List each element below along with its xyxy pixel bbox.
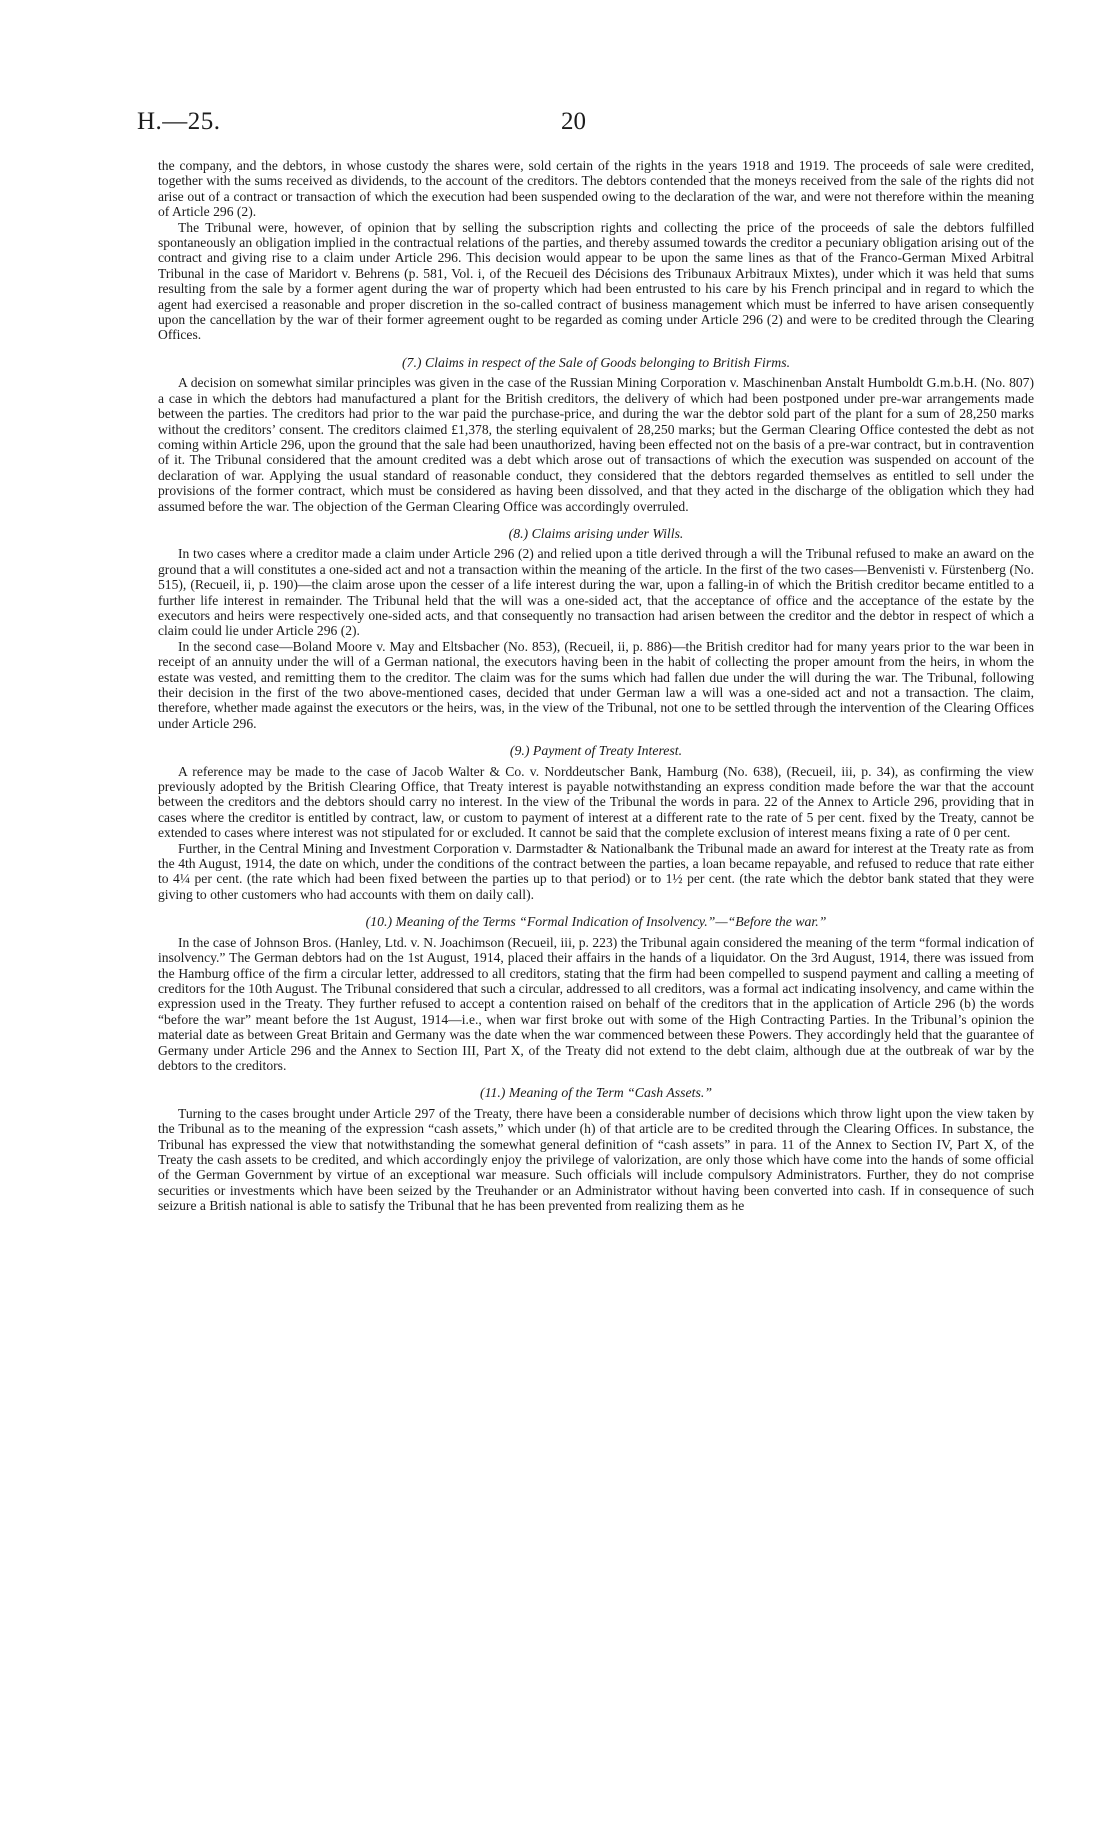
paragraph: Further, in the Central Mining and Investment Corporation v. Darmstadter & Nationalbank the Tribunal made an award for interest at the Treaty rate as from the 4th August, 1914, the date on which, under the conditions of the contract between the parties, a loan became repayable, and refused to reduce that rate either to 4¼ per cent. (the rate which had been fixed between the parties up to that period) or to 1½ per cent. (the rate which the debtor bank stated that they were giving to other customers who had accounts with them on daily call). bbox=[158, 840, 1034, 902]
paragraph: In the case of Johnson Bros. (Hanley, Ltd. v. N. Joachimson (Recueil, iii, p. 223) the Tribunal again considered the meaning of the term “formal indication of insolvency.” The German debtors had on the 1st August, 1914, placed their affairs in the hands of a liquidator. On the 3rd August, 1914, there was issued from the Hamburg office of the firm a circular letter, addressed to all creditors, stating that the firm had been compelled to suspend payment and calling a meeting of creditors for the 10th August. The Tribunal considered that such a circular, addressed to all creditors, was a formal act indicating insolvency, and came within the expression used in the Treaty. They further refused to accept a contention raised on behalf of the creditors that in the application of Article 296 (b) the words “before the war” meant before the 1st August, 1914—i.e., when war first broke out with some of the High Contracting Parties. In the Tribunal’s opinion the material date as between Great Britain and Germany was the date when the war commenced between these Powers. They accordingly held that the guarantee of Germany under Article 296 and the Annex to Section III, Part X, of the Treaty did not extend to the debt claim, although due at the outbreak of war by the debtors to the creditors. bbox=[158, 934, 1035, 1073]
paragraph: A decision on somewhat similar principles was given in the case of the Russian Mining Corporation v. Maschinenban Anstalt Humboldt G.m.b.H. (No. 807) a case in which the debtors had manufactured a plant for the British creditors, the delivery of which had been postponed under pre-war arrangements made between the parties. The creditors had prior to the war paid the purchase-price, and during the war the debtor sold part of the plant for a sum of 28,250 marks without the creditors’ consent. The creditors claimed £1,378, the sterling equivalent of 28,250 marks; but the German Clearing Office contested the debt as not coming within Article 296, upon the ground that the sale had been unauthorized, having been effected not on the basis of a pre-war contract, but in contravention of it. The Tribunal considered that the amount credited was a debt which arose out of transactions of which the execution was suspended on account of the declaration of war. Applying the usual standard of reasonable conduct, they considered that the debtors regarded themselves as entitled to sell under the provisions of the former contract, which must be considered as having been dissolved, and that they acted in the discharge of the obligation which they had assumed before the war. The objection of the German Clearing Office was accordingly overruled. bbox=[158, 375, 1034, 514]
section-heading: (8.) Claims arising under Wills. bbox=[508, 525, 684, 541]
body-text bbox=[158, 158, 1034, 1214]
paragraph: the company, and the debtors, in whose custody the shares were, sold certain of the rights in the years 1918 and 1919. The proceeds of sale were credited, together with the sums received as dividends, to the account of the creditors. The debtors contended that the moneys received from the sale of the rights did not arise out of a contract or transaction of which the execution had been suspended owing to the declaration of the war, and were not therefore within the meaning of Article 296 (2). bbox=[158, 158, 1034, 220]
section-heading: (7.) Claims in respect of the Sale of Goods belonging to British Firms. bbox=[401, 354, 791, 370]
page-number: 20 bbox=[561, 108, 586, 135]
paragraph: A reference may be made to the case of Jacob Walter & Co. v. Norddeutscher Bank, Hamburg (No. 638), (Recueil, iii, p. 34), as confirming the view previously adopted by the British Clearing Office, that Treaty interest is payable notwithstanding an express condition made before the war that the account between the creditors and the debtors should carry no interest. In the view of the Tribunal the words in para. 22 of the Annex to Article 296, providing that in cases where the creditor is entitled by contract, law, or custom to payment of interest at a different rate to the rate of 5 per cent. fixed by the Treaty, cannot be extended to cases where interest was not stipulated for or excluded. It cannot be said that the complete exclusion of interest means fixing a rate of 0 per cent. bbox=[158, 763, 1034, 841]
paragraph: The Tribunal were, however, of opinion that by selling the subscription rights and collecting the price of the proceeds of sale the debtors fulfilled spontaneously an obligation implied in the contractual relations of the parties, and thereby assumed towards the creditor a pecuniary obligation arising out of the contract and giving rise to a claim under Article 296. This decision would appear to be upon the same lines as that of the Franco-German Mixed Arbitral Tribunal in the case of Maridort v. Behrens (p. 581, Vol. i, of the Recueil des Décisions des Tribunaux Arbitraux Mixtes), under which it was held that sums resulting from the sale by a former agent during the war of property which had been entrusted to his care by his French principal and in regard to which the agent had exercised a reasonable and proper discretion in the so-called contract of business management which must be inferred to have arisen consequently upon the cancellation by the war of their former agreement ought to be regarded as coming under Article 296 (2) and were to be credited through the Clearing Offices. bbox=[158, 219, 1034, 343]
section-heading: (11.) Meaning of the Term “Cash Assets.” bbox=[479, 1085, 712, 1101]
section-heading: (10.) Meaning of the Terms “Formal Indication of Insolvency.”—“Before the war.” bbox=[365, 914, 827, 930]
section-heading: (9.) Payment of Treaty Interest. bbox=[509, 743, 683, 759]
paragraph: In two cases where a creditor made a claim under Article 296 (2) and relied upon a title derived through a will the Tribunal refused to make an award on the ground that a will constitutes a one-sided act and not a transaction within the meaning of the article. In the first of the two cases—Benvenisti v. Fürstenberg (No. 515), (Recueil, ii, p. 190)—the claim arose upon the cesser of a life interest during the war, upon a falling-in of which the British creditor became entitled to a further life interest in remainder. The Tribunal held that the will was a one-sided act, that the acceptance of office and the acceptance of the estate by the executors and heirs were respectively one-sided acts, and that consequently no transaction had arisen between the creditor and the debtor in respect of which a claim could lie under Article 296 (2). bbox=[158, 546, 1034, 639]
paragraph: Turning to the cases brought under Article 297 of the Treaty, there have been a considerable number of decisions which throw light upon the view taken by the Tribunal as to the meaning of the expression “cash assets,” which under (h) of that article are to be credited through the Clearing Offices. In substance, the Tribunal has expressed the view that notwithstanding the somewhat general definition of “cash assets” in para. 11 of the Annex to Section IV, Part X, of the Treaty the cash assets to be credited, and which accordingly enjoy the privilege of valorization, are only those which have come into the hands of some official of the German Government by virtue of an exceptional war measure. Such officials will include compulsory Administrators. Further, they do not comprise securities or investments which have been seized by the Treuhander or an Administrator without having been converted into cash. If in consequence of such seizure a British national is able to satisfy the Tribunal that he has been prevented from realizing them as he bbox=[158, 1105, 1034, 1214]
document-reference: H.—25. bbox=[137, 108, 221, 135]
paragraph: In the second case—Boland Moore v. May and Eltsbacher (No. 853), (Recueil, ii, p. 886)—the British creditor had for many years prior to the war been in receipt of an annuity under the will of a German national, the executors having been in the habit of collecting the proper amount from the heirs, in whom the estate was vested, and remitting them to the creditor. The claim was for the sums which had fallen due under the will during the war. The Tribunal, following their decision in the first of the two above-mentioned cases, decided that under German law a will was a one-sided act and not a transaction. The claim, therefore, whether made against the executors or the heirs, was, in the view of the Tribunal, not one to be settled through the intervention of the Clearing Offices under Article 296. bbox=[158, 638, 1034, 731]
running-head bbox=[137, 108, 1037, 138]
